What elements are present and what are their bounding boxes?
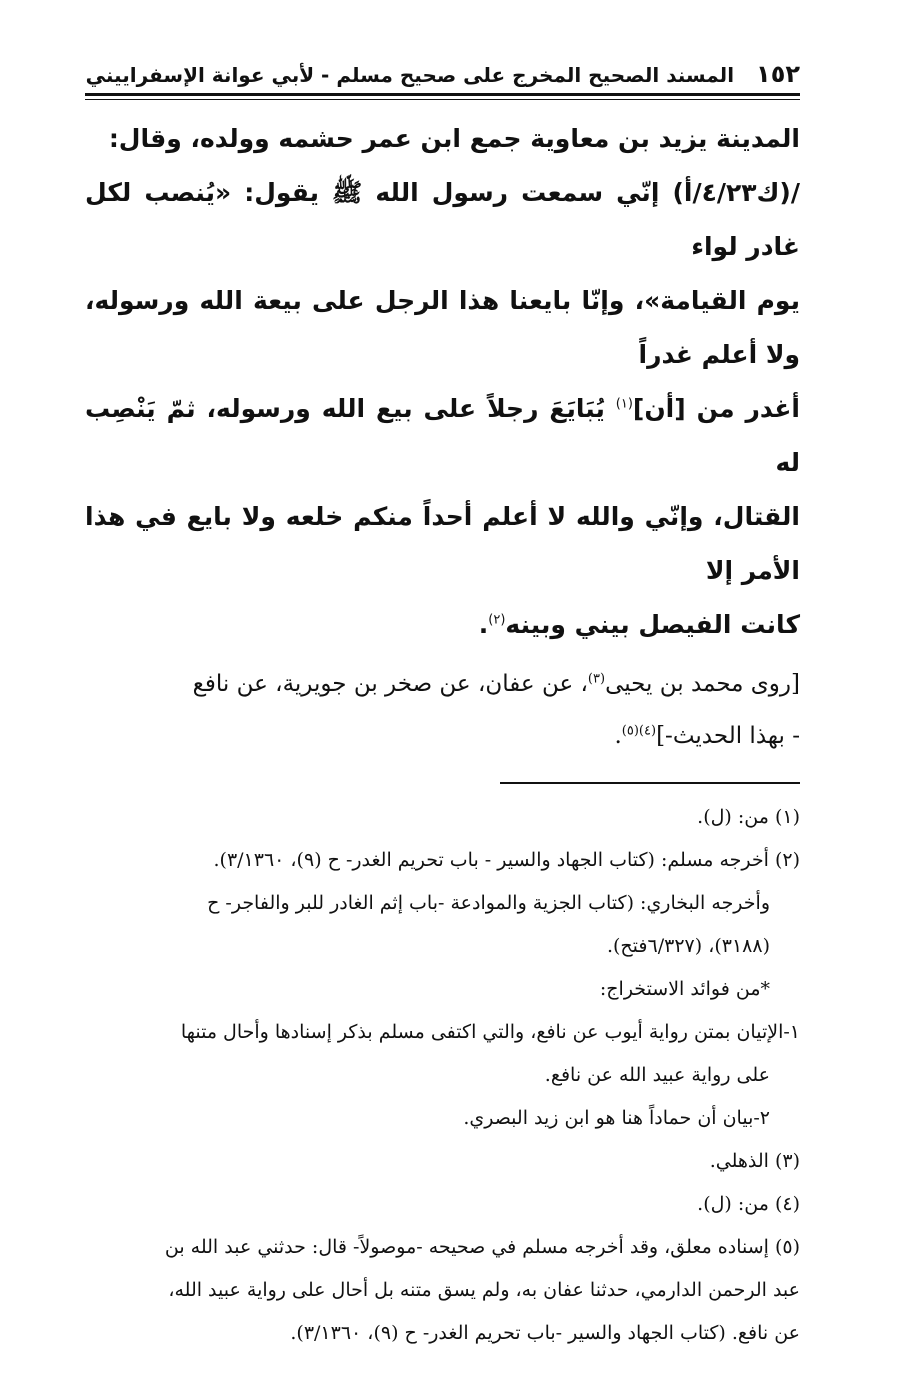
text-line: كانت الفيصل بيني وبينه$^{(٢)}$. [478,610,800,639]
narration-segment: ، عن عفان، عن صخر بن جويرية، عن نافع [192,671,588,697]
footnote-2-benefit-2: ٢-بيان أن حماداً هنا هو ابن زيد البصري. [463,1107,770,1129]
footnote-5-cont: عبد الرحمن الدارمي، حدثنا عفان به، ولم يسق متنه بل أحال على رواية عبيد الله، [168,1279,800,1301]
footnote-2-benefits-title: *من فوائد الاستخراج: [599,978,770,1000]
footnote-5 [85,1226,800,1269]
footnote-2-benefit-1: ١-الإتيان بمتن رواية أيوب عن نافع، والتي اكتفى مسلم بذكر إسنادها وأحال متنها [180,1021,800,1043]
footnote-marker: (٣) [587,671,606,687]
narration-line: - بهذا الحديث-]$^{(٤)(٥)}$. [614,723,800,749]
narration-segment: - بهذا الحديث-] [656,723,800,749]
text-segment: يُبَايَعَ رجلاً على بيع الله ورسوله، ثمّ يَنْصِب له [85,394,800,477]
footnote-4 [85,1183,800,1226]
footnote-number: (٣) [774,1150,800,1172]
narration-paragraph [85,658,800,762]
footnote-2 [85,839,800,882]
footnote-number: (١) [774,806,800,828]
text-line: /(ك٤/٢٣/أ) إنّي سمعت رسول الله ﷺ يقول: «يُنصب لكل غادر لواء [85,178,800,261]
footnote-text: أخرجه مسلم: (كتاب الجهاد والسير - باب تحريم الغدر- ح (٩)، ٣/١٣٦٠). [213,849,769,871]
text-segment: كانت الفيصل بيني وبينه [505,610,800,639]
footnote-marker: (٢) [488,612,506,628]
book-page [85,55,800,1355]
text-segment: أغدر من [أن] [632,394,800,423]
footnote-number: (٥) [774,1236,800,1258]
footnote-text: إسناده معلق، وقد أخرجه مسلم في صحيحه -موصولاً- قال: حدثني عبد الله بن [164,1236,769,1258]
footnote-2-bukhari: وأخرجه البخاري: (كتاب الجزية والموادعة -باب إثم الغادر للبر والفاجر- ح [207,892,770,914]
narration-line [85,658,800,710]
text-line: المدينة يزيد بن معاوية جمع ابن عمر حشمه وولده، وقال: [108,124,800,153]
footnote-1 [85,796,800,839]
footnote-number: (٤) [774,1193,800,1215]
header-rule-thin [85,99,800,100]
footnote-marker: (٤)(٥) [621,723,657,739]
text-line: القتال، وإنّي والله لا أعلم أحداً منكم خلعه ولا بايع في هذا الأمر إلا [85,502,800,585]
footnote-text: من: (ل). [697,1193,769,1215]
running-title: المسند الصحيح المخرج على صحيح مسلم - لأبي عوانة الإسفراييني [85,63,735,87]
footnote-5-cont: عن نافع. (كتاب الجهاد والسير -باب تحريم الغدر- ح (٩)، ٣/١٣٦٠). [290,1322,800,1344]
narration-segment: [روى محمد بن يحيى [605,671,800,697]
running-header [85,55,800,93]
footnote-text: من: (ل). [697,806,769,828]
hadith-text [85,112,800,652]
footnote-2-benefit-1-cont: على رواية عبيد الله عن نافع. [544,1064,770,1086]
footnote-2-bukhari-cont: (٣١٨٨)، (٦/٣٢٧فتح). [606,935,770,957]
footnote-text: الذهلي. [709,1150,769,1172]
footnote-number: (٢) [774,849,800,871]
text-line [85,382,800,490]
page-number: ١٥٢ [756,60,800,88]
footnotes [85,796,800,1355]
footnote-marker: (١) [615,396,633,412]
footnote-3 [85,1140,800,1183]
text-line: يوم القيامة»، وإنّا بايعنا هذا الرجل على بيعة الله ورسوله، ولا أعلم غدراً [85,286,800,369]
footnote-separator [500,782,800,784]
